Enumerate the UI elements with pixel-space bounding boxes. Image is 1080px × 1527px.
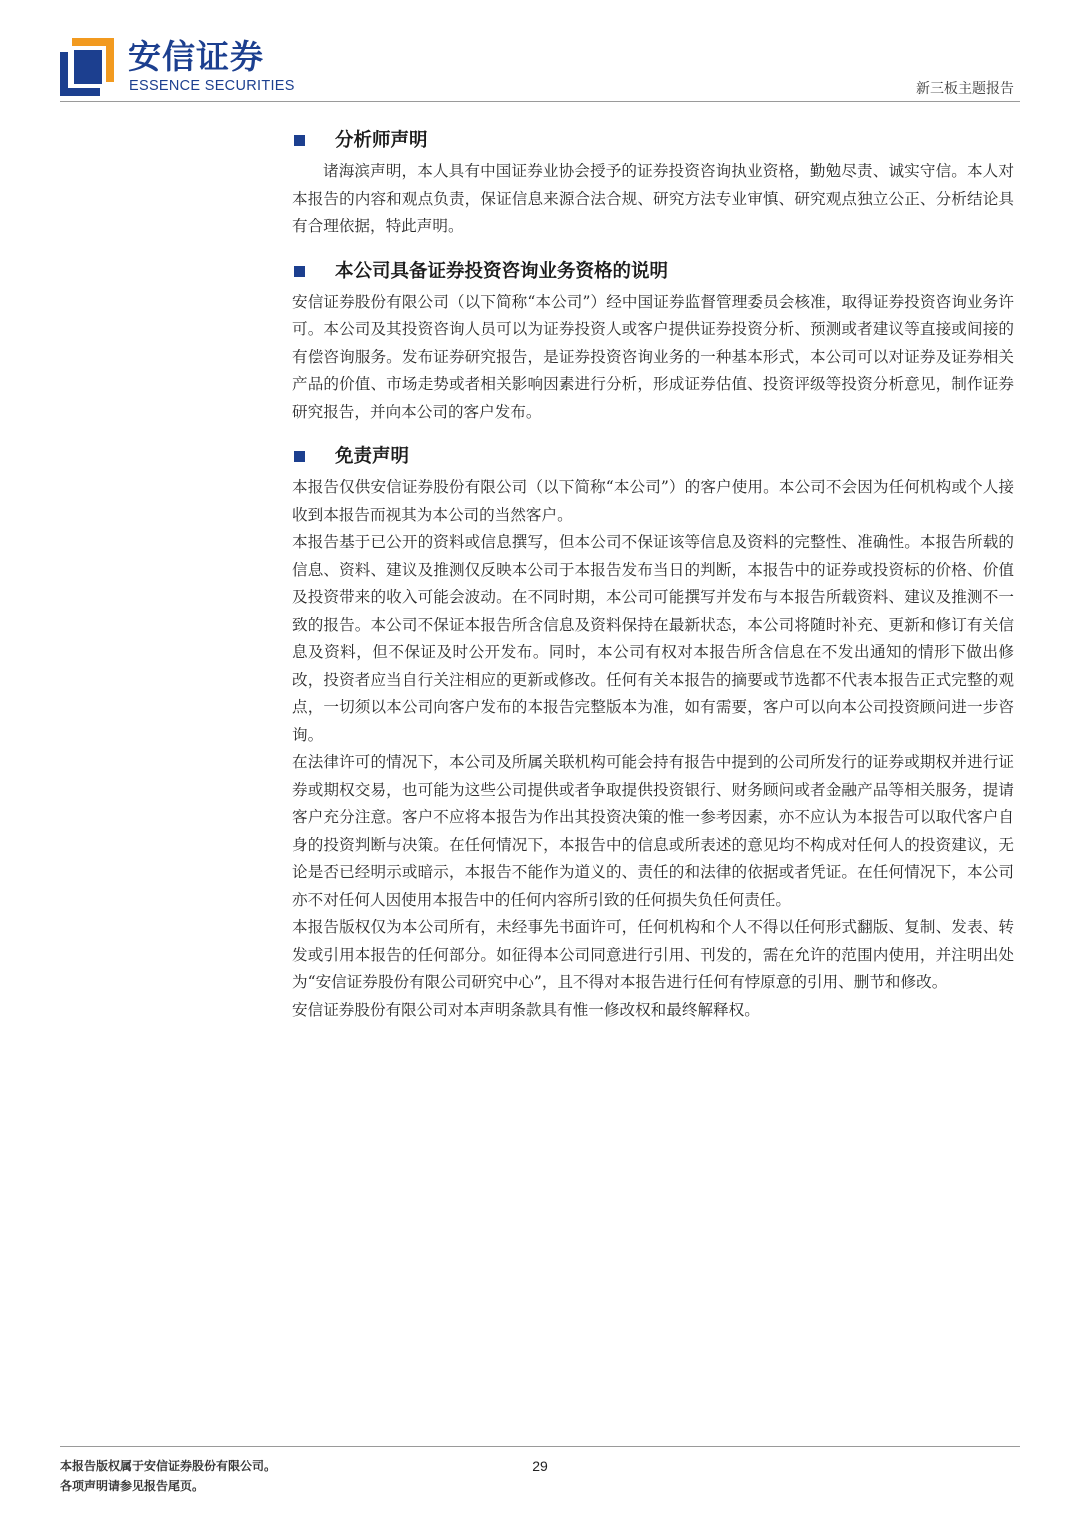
page-header (0, 0, 1080, 102)
page-number: 29 (532, 1458, 548, 1474)
header-divider (60, 101, 1020, 102)
section-qualification-statement (292, 255, 1014, 427)
section-disclaimer (292, 440, 1014, 1024)
section-title: 分析师声明 (292, 124, 1014, 158)
paragraph: 本报告基于已公开的资料或信息撰写，但本公司不保证该等信息及资料的完整性、准确性。本报告所载的信息、资料、建议及推测仅反映本公司于本报告发布当日的判断，本报告中的证券或投资标的价格、价值及投资带来的收入可能会波动。在不同时期，本公司可能撰写并发布与本报告所载资料、建议及推测不一致的报告。本公司不保证本报告所含信息及资料保持在最新状态，本公司将随时补充、更新和修订有关信息及资料，但不保证及时公开发布。同时，本公司有权对本报告所含信息在不发出通知的情形下做出修改，投资者应当自行关注相应的更新或修改。任何有关本报告的摘要或节选都不代表本报告正式完整的观点，一切须以本公司向客户发布的本报告完整版本为准，如有需要，客户可以向本公司投资顾问进一步咨询。 (292, 533, 1014, 744)
paragraph: 本报告仅供安信证券股份有限公司（以下简称“本公司”）的客户使用。本公司不会因为任何机构或个人接收到本报告而视其为本公司的当然客户。 (292, 478, 1014, 524)
disclaimer-content (292, 124, 1014, 1024)
essence-logo-icon (60, 38, 114, 96)
square-bullet-icon (294, 266, 305, 277)
footer-line: 各项声明请参见报告尾页。 (60, 1479, 205, 1493)
section-title: 本公司具备证券投资咨询业务资格的说明 (292, 255, 1014, 289)
paragraph: 安信证券股份有限公司（以下简称“本公司”）经中国证券监督管理委员会核准，取得证券投资咨询业务许可。本公司及其投资咨询人员可以为证券投资人或客户提供证券投资分析、预测或者建议等直接或间接的有偿咨询服务。发布证券研究报告，是证券投资咨询业务的一种基本形式，本公司可以对证券及证券相关产品的价值、市场走势或者相关影响因素进行分析，形成证券估值、投资评级等投资分析意见，制作证券研究报告，并向本公司的客户发布。 (292, 292, 1014, 421)
footer-line: 本报告版权属于安信证券股份有限公司。 (60, 1459, 277, 1473)
paragraph: 诸海滨声明，本人具有中国证券业协会授予的证券投资咨询执业资格，勤勉尽责、诚实守信。本人对本报告的内容和观点负责，保证信息来源合法合规、研究方法专业审慎、研究观点独立公正、分析结论具有合理依据，特此声明。 (292, 162, 1014, 235)
paragraph: 安信证券股份有限公司对本声明条款具有惟一修改权和最终解释权。 (292, 1000, 760, 1019)
section-title: 免责声明 (292, 440, 1014, 474)
paragraph: 在法律许可的情况下，本公司及所属关联机构可能会持有报告中提到的公司所发行的证券或期权并进行证券或期权交易，也可能为这些公司提供或者争取提供投资银行、财务顾问或者金融产品等相关服务，提请客户充分注意。客户不应将本报告为作出其投资决策的惟一参考因素，亦不应认为本报告可以取代客户自身的投资判断与决策。在任何情况下，本报告中的信息或所表述的意见均不构成对任何人的投资建议，无论是否已经明示或暗示，本报告不能作为道义的、责任的和法律的依据或者凭证。在任何情况下，本公司亦不对任何人因使用本报告中的任何内容所引致的任何损失负任何责任。 (292, 753, 1014, 909)
logo-english-name: ESSENCE SECURITIES (129, 78, 295, 94)
square-bullet-icon (294, 451, 305, 462)
logo-chinese-name: 安信证券 (128, 37, 264, 76)
paragraph: 本报告版权仅为本公司所有，未经事先书面许可，任何机构和个人不得以任何形式翻版、复制、发表、转发或引用本报告的任何部分。如征得本公司同意进行引用、刊发的，需在允许的范围内使用，并注明出处为“安信证券股份有限公司研究中心”，且不得对本报告进行任何有悖原意的引用、删节和修改。 (292, 918, 1014, 991)
section-analyst-statement (292, 124, 1014, 241)
report-type-label: 新三板主题报告 (916, 81, 1014, 97)
footer-divider (60, 1446, 1020, 1447)
square-bullet-icon (294, 135, 305, 146)
